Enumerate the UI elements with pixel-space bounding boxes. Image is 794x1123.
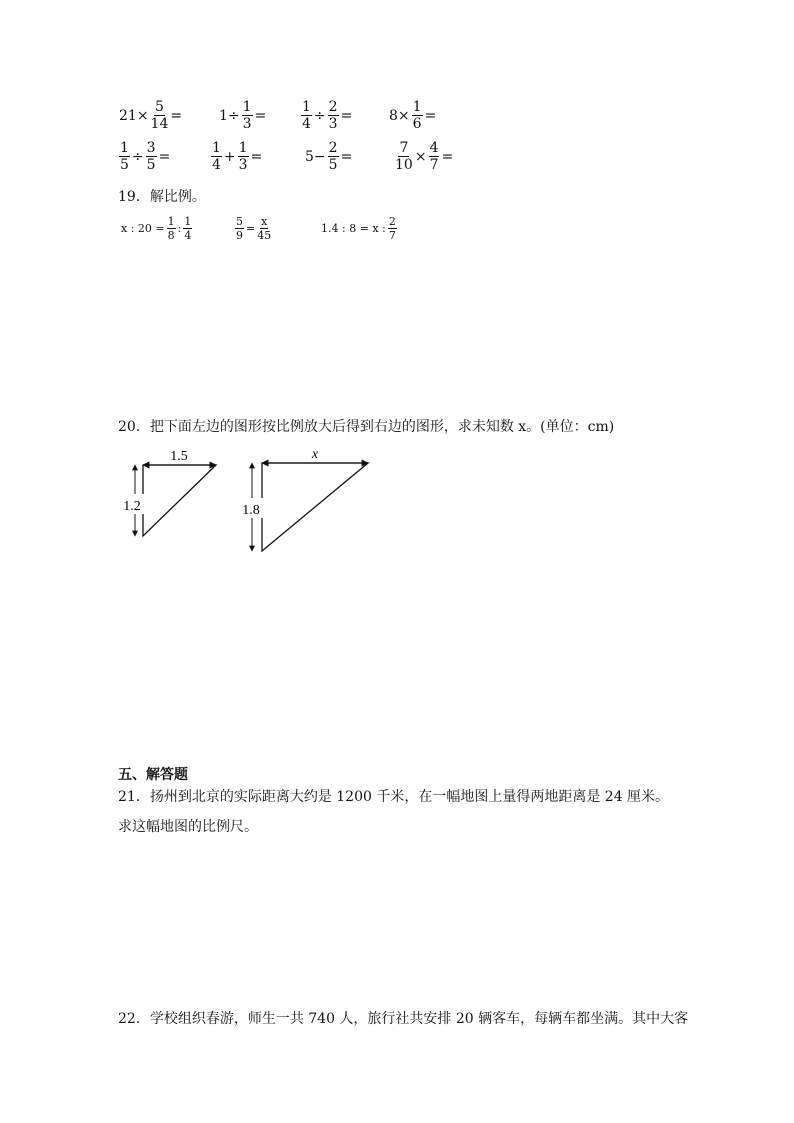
section-heading: 五、解答题 [118, 767, 188, 783]
large-side-label: 1.8 [242, 503, 260, 518]
calc-item: $\frac{1}{4}$ ÷ $\frac{2}{3}$ = [302, 99, 353, 132]
proportion-equation: x : 20 = $\frac{1}{8}$ : $\frac{1}{4}$ [121, 215, 192, 242]
calc-item: $\frac{7}{10}$ × $\frac{4}{7}$ = [395, 140, 454, 173]
calc-item: 1÷ $\frac{1}{3}$ = [219, 99, 267, 132]
triangle-figures [110, 448, 390, 560]
question-20-title: 20．把下面左边的图形按比例放大后得到右边的图形，求未知数 x。(单位：cm) [118, 419, 615, 435]
calc-item: $\frac{1}{5}$ ÷ $\frac{3}{5}$ = [120, 140, 171, 173]
small-top-label: 1.5 [170, 449, 188, 464]
question-22: 22．学校组织春游，师生一共 740 人，旅行社共安排 20 辆客车，每辆车都坐满。其中大客 [118, 1011, 689, 1027]
calc-item: $\frac{1}{4}$ + $\frac{1}{3}$ = [212, 140, 263, 173]
small-side-label: 1.2 [123, 499, 141, 514]
proportion-equation: $\frac{5}{9}$ = $\frac{x}{45}$ [236, 215, 272, 242]
calc-item: 5− $\frac{2}{5}$ = [305, 140, 353, 173]
question-19-title: 19．解比例。 [118, 189, 206, 205]
calc-item: 21× $\frac{5}{14}$ = [119, 99, 183, 132]
proportion-equation: 1.4 : 8 = x : $\frac{2}{7}$ [321, 215, 396, 242]
calc-item: 8× $\frac{1}{6}$ = [389, 99, 437, 132]
large-top-label: x [311, 448, 319, 462]
question-21: 21．扬州到北京的实际距离大约是 1200 千米，在一幅地图上量得两地距离是 24 厘米。求这幅地图的比例尺。 [118, 789, 670, 835]
